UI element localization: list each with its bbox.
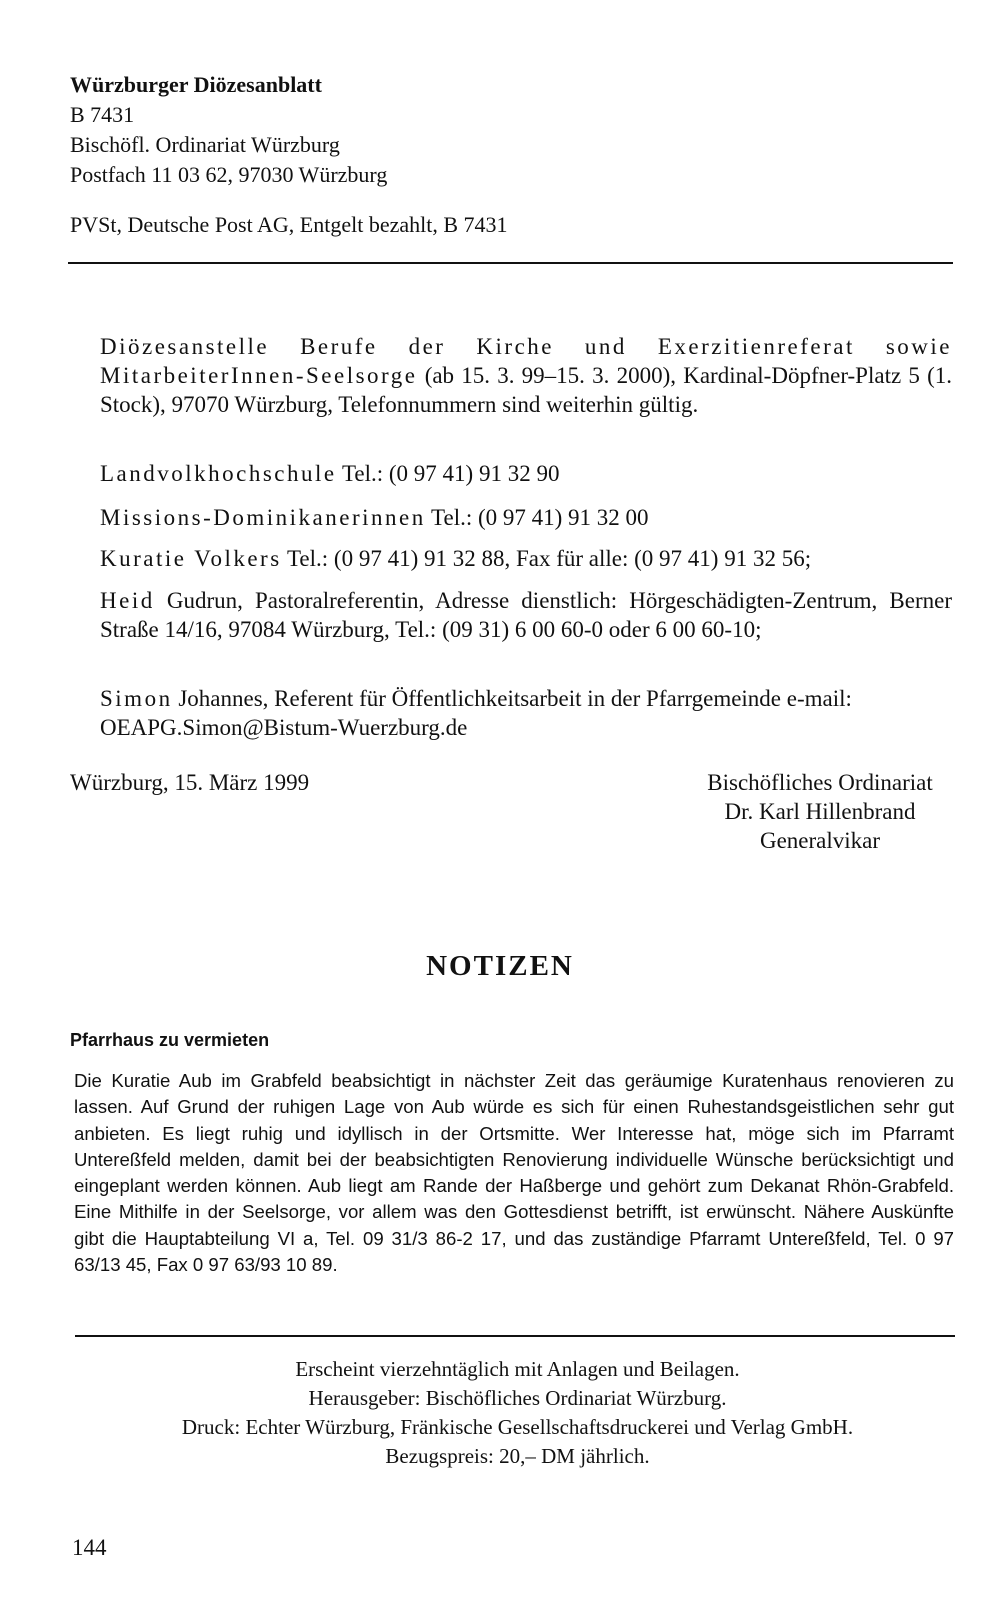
signature-office: Bischöfliches Ordinariat: [707, 770, 933, 795]
notice-landvolkhochschule: [100, 459, 952, 488]
notice-lead: Landvolkhochschule: [100, 461, 337, 486]
notice-dioezesanstelle: [100, 332, 952, 419]
page-number: 144: [72, 1535, 107, 1560]
divider-top: [68, 262, 953, 264]
notice-lead: Missions-Dominikanerinnen: [100, 505, 426, 530]
notice-lead: Heid: [100, 588, 155, 613]
signature-name: Dr. Karl Hillenbrand: [724, 799, 916, 824]
notice-text: Johannes, Referent für Öffentlichkeitsarbeit in der Pfarrgemeinde e-mail: OEAPG.Simon@Bistum-Wuerzburg.de: [100, 686, 852, 740]
signature-block: [670, 768, 970, 855]
notice-kuratie-volkers: [100, 544, 952, 573]
notice-missions-dominikanerinnen: [100, 503, 952, 532]
notiz-heading: Pfarrhaus zu vermieten: [70, 1030, 270, 1050]
sender-line: B 7431: [70, 102, 135, 127]
notice-text: Tel.: (0 97 41) 91 32 90: [336, 461, 560, 486]
imprint-line: Erscheint vierzehntäglich mit Anlagen und Beilagen.: [295, 1357, 740, 1381]
sender-line: Bischöfl. Ordinariat Würzburg: [70, 132, 340, 157]
sender-line: Postfach 11 03 62, 97030 Würzburg: [70, 162, 388, 187]
imprint-line: Herausgeber: Bischöfliches Ordinariat Würzburg.: [308, 1386, 727, 1410]
notice-simon: [100, 684, 952, 742]
imprint-line: Druck: Echter Würzburg, Fränkische Gesellschaftsdruckerei und Verlag GmbH.: [181, 1415, 854, 1439]
notice-heid: [100, 586, 952, 644]
notice-text: (ab 15. 3. 99–15. 3. 2000), Kardinal-Döpfner-Platz 5 (1. Stock), 97070 Würzburg, Telefonnummern sind weiterhin gültig.: [100, 363, 952, 417]
notice-lead: Kuratie Volkers: [100, 546, 282, 571]
signature-role: Generalvikar: [759, 828, 881, 853]
notice-text: Gudrun, Pastoralreferentin, Adresse dienstlich: Hörgeschädigten-Zentrum, Berner Straße 14/16, 97084 Würzburg, Tel.: (09 31) 6 00 60-0 oder 6 00 60-10;: [100, 588, 952, 642]
notiz-body: Die Kuratie Aub im Grabfeld beabsichtigt in nächster Zeit das geräumige Kuratenhaus renovieren zu lassen. Auf Grund der ruhigen Lage von Aub würde es sich für einen Ruhestandsgeistlichen sehr gut anbieten. Es liegt ruhig und idyllisch in der Ortsmitte. Wer Interesse hat, möge sich im Pfarramt Untereßfeld melden, damit bei der beabsichtigten Renovierung individuelle Wünsche berücksichtigt und eingeplant werden können. Aub liegt am Rande der Haßberge und gehört zum Dekanat Rhön-Grabfeld. Eine Mithilfe in der Seelsorge, vor allem was den Gottesdienst betrifft, ist erwünscht. Nähere Auskünfte gibt die Hauptabteilung VI a, Tel. 09 31/3 86-2 17, und das zuständige Pfarramt Untereßfeld, Tel. 0 97 63/13 45, Fax 0 97 63/93 10 89.: [74, 1070, 954, 1276]
publication-title: Würzburger Diözesanblatt: [70, 72, 322, 97]
notice-lead: Simon: [100, 686, 173, 711]
section-title: NOTIZEN: [426, 950, 574, 982]
sender-block: [70, 70, 387, 190]
notice-text: Tel.: (0 97 41) 91 32 00: [425, 505, 649, 530]
notice-lead: Diözesanstelle Berufe der Kirche und Exerzitienreferat sowie MitarbeiterInnen-Seelsorge: [100, 334, 952, 388]
divider-bottom: [75, 1335, 955, 1337]
postage-line: PVSt, Deutsche Post AG, Entgelt bezahlt, B 7431: [70, 212, 508, 237]
imprint-line: Bezugspreis: 20,– DM jährlich.: [385, 1444, 650, 1468]
notice-text: Tel.: (0 97 41) 91 32 88, Fax für alle: (0 97 41) 91 32 56;: [281, 546, 812, 571]
place-date: Würzburg, 15. März 1999: [70, 770, 310, 795]
imprint: [0, 1355, 1000, 1471]
